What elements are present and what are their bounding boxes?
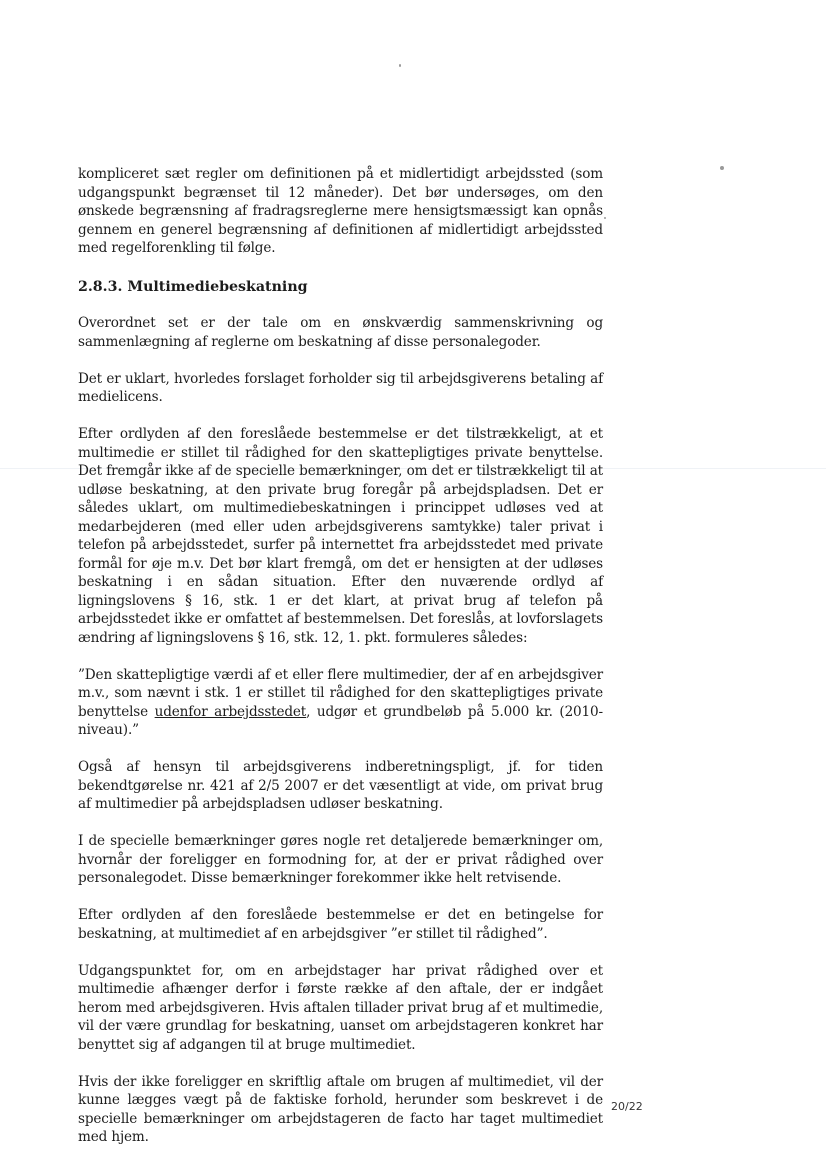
quote-text-before: ”Den skattepligtige værdi af et eller flere multimedier, der af en arbejdsgiver m.v., som nævnt i stk. 1 er stillet til rådighed for den skattepligtiges private benyttelse: [78, 666, 603, 720]
quote-text-after: , udgør et grundbeløb på 5.000 kr. (2010-niveau).”: [78, 703, 604, 738]
paragraph: Hvis der ikke foreligger en skriftlig aftale om brugen af multimediet, vil der kunne lægges vægt på de faktiske forhold, herunder som beskrevet i de specielle bemærkninger om arbejdstageren de facto har taget multimediet med hjem.: [78, 1073, 603, 1145]
quote-underlined-text: udenfor arbejdsstedet: [154, 703, 307, 720]
paragraph: Efter ordlyden af den foreslåede bestemmelse er det en betingelse for beskatning, at multimediet af en arbejdsgiver ”er stillet til rådighed”.: [78, 907, 603, 942]
paragraph: Også af hensyn til arbejdsgiverens indberetningspligt, jf. for tiden bekendtgørelse nr. 421 af 2/5 2007 er det væsentligt at vide, om privat brug af multimedier på arbejdspladsen udløser beskatning.: [78, 759, 603, 812]
document-body: [78, 165, 603, 1165]
scan-speck: [399, 64, 401, 67]
quote-paragraph: [78, 666, 603, 740]
paragraph: Overordnet set er der tale om en ønskværdig sammenskrivning og sammenlægning af reglerne om beskatning af disse personalegoder.: [78, 315, 603, 350]
scan-speck: [604, 217, 606, 219]
paragraph: Udgangspunktet for, om en arbejdstager har privat rådighed over et multimedie afhænger derfor i første række af den aftale, der er indgået herom med arbejdsgiveren. Hvis aftalen tillader privat brug af et multimedie, vil der være grundlag for beskatning, uanset om arbejdstageren konkret har benyttet sig af adgangen til at bruge multimediet.: [78, 962, 603, 1053]
page-number: 20/22: [611, 1100, 643, 1113]
section-heading: 2.8.3. Multimediebeskatning: [78, 278, 308, 295]
paragraph: I de specielle bemærkninger gøres nogle ret detaljerede bemærkninger om, hvornår der foreligger en formodning for, at der er privat rådighed over personalegodet. Disse bemærkninger forekommer ikke helt retvisende.: [78, 833, 603, 886]
scan-speck: [720, 166, 724, 170]
intro-paragraph: kompliceret sæt regler om definitionen på et midlertidigt arbejdssted (som udgangspunkt begrænset til 12 måneder). Det bør undersøges, om den ønskede begrænsning af fradragsreglerne mere hensigtsmæssigt kan opnås gennem en generel begrænsning af definitionen af midlertidigt arbejdssted med regelforenkling til følge.: [78, 166, 603, 256]
paragraph: Efter ordlyden af den foreslåede bestemmelse er det tilstrækkeligt, at et multimedie er stillet til rådighed for den skattepligtiges private benyttelse. Det fremgår ikke af de specielle bemærkninger, om det er tilstrækkeligt til at udløse beskatning, at den private brug foregår på arbejdspladsen. Det er således uklart, om multimediebeskatningen i princippet udløses ved at medarbejderen (med eller uden arbejdsgiverens samtykke) taler privat i telefon på arbejdsstedet, surfer på internettet fra arbejdsstedet med private formål for øje m.v. Det bør klart fremgå, om det er hensigten at der udløses beskatning i en sådan situation. Efter den nuværende ordlyd af ligningslovens § 16, stk. 1 er det klart, at privat brug af telefon på arbejdsstedet ikke er omfattet af bestemmelsen. Det foreslås, at lovforslagets ændring af ligningslovens § 16, stk. 12, 1. pkt. formuleres således:: [78, 426, 603, 646]
paragraph: Det er uklart, hvorledes forslaget forholder sig til arbejdsgiverens betaling af medielicens.: [78, 370, 603, 405]
